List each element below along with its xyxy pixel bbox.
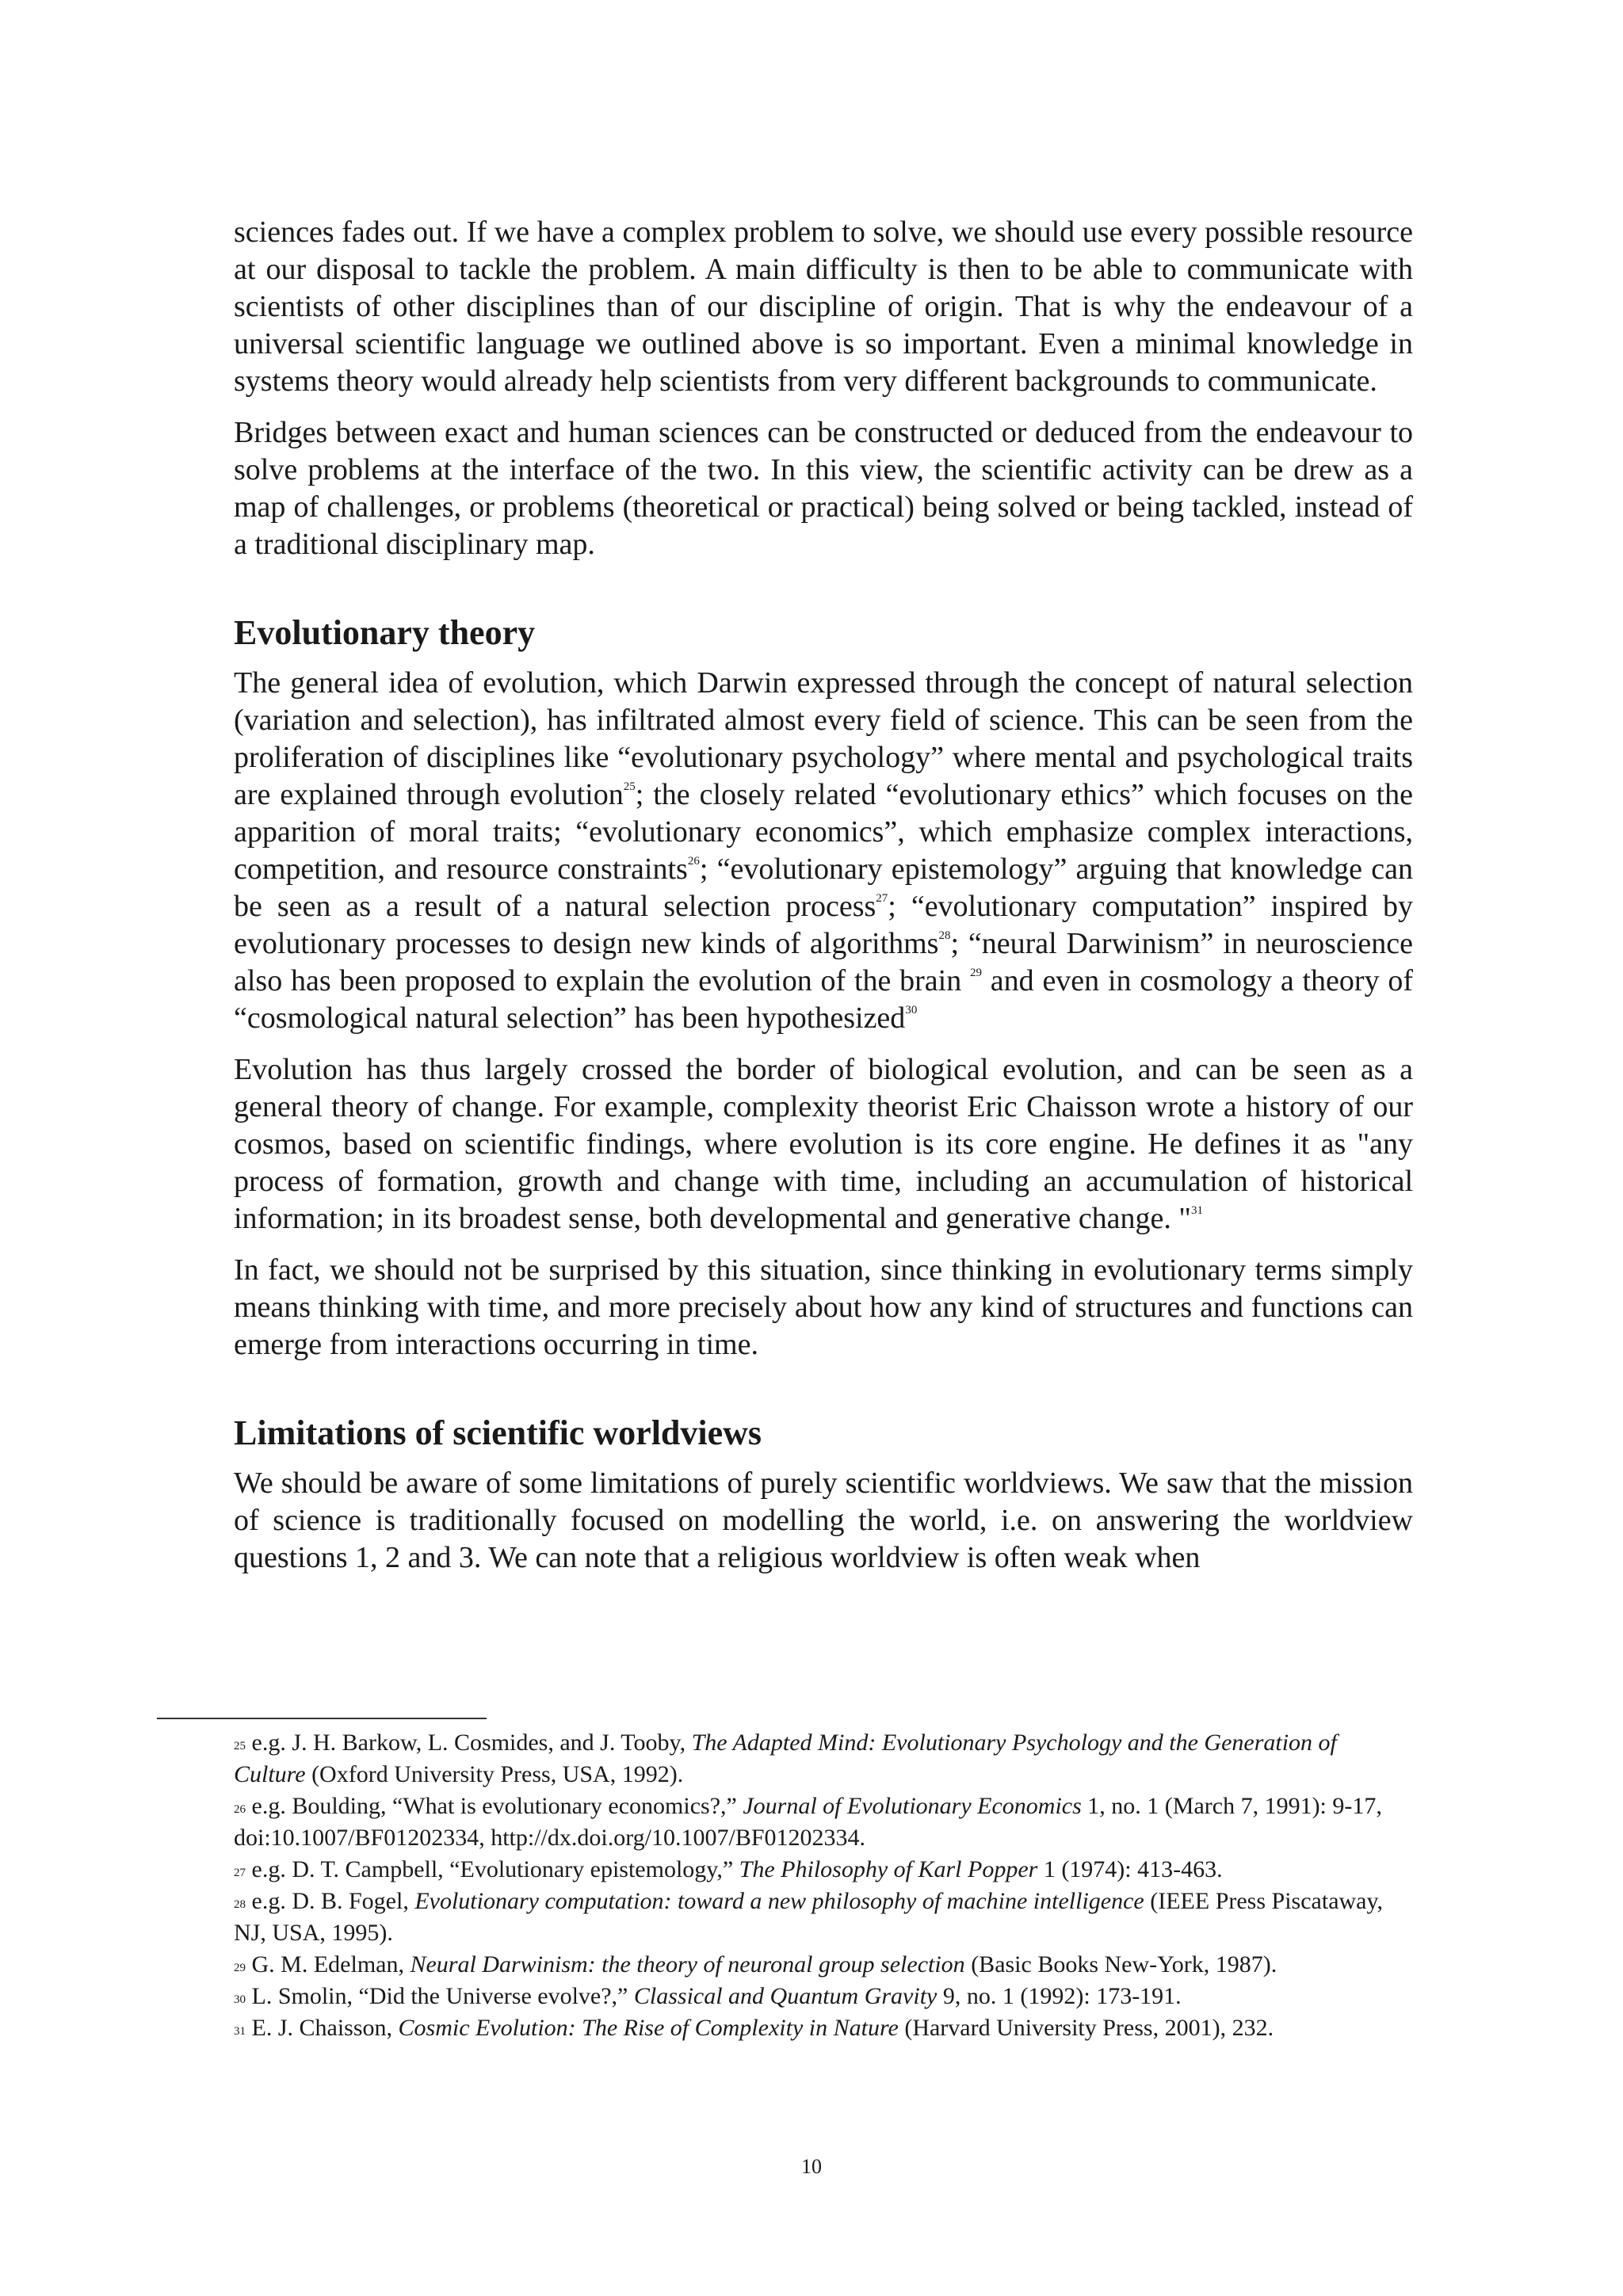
footnote-text: (IEEE Press Piscataway, NJ, USA, 1995).	[234, 1888, 1384, 1946]
page-body	[234, 214, 1413, 1591]
footnote-ref-26[interactable]: 26	[687, 855, 700, 868]
footnote-29	[234, 1949, 1413, 1981]
footnote-title: The Philosophy of Karl Popper	[739, 1856, 1038, 1882]
footnote-26	[234, 1791, 1413, 1854]
footnote-title: Journal of Evolutionary Economics	[743, 1793, 1082, 1819]
footnote-number: 30	[234, 1993, 246, 2006]
footnote-title: Cosmic Evolution: The Rise of Complexity in Nature	[398, 2015, 899, 2041]
text-segment: Evolution has thus largely crossed the border of biological evolution, and can be seen as a general theory of change. For example, complexity theorist Eric Chaisson wrote a history of our cosmos, based on scientific findings, where evolution is its core engine. He defines it as "any process of formation, growth and change with time, including an accumulation of historical information; in its broadest sense, both developmental and generative change. "	[234, 1053, 1413, 1235]
footnote-text: (Basic Books New-York, 1987).	[964, 1951, 1277, 1978]
text-segment: and even in cosmology a theory of “cosmological natural selection” has been hypothesized	[234, 964, 1413, 1035]
footnote-text: 1, no. 1 (March 7, 1991): 9-17, doi:10.1007/BF01202334, http://dx.doi.org/10.1007/BF01202334.	[234, 1793, 1382, 1851]
footnote-text: G. M. Edelman,	[246, 1951, 411, 1978]
footnote-text: e.g. D. B. Fogel,	[246, 1888, 415, 1914]
footnote-30	[234, 1981, 1413, 2012]
footnote-text: L. Smolin, “Did the Universe evolve?,”	[246, 1983, 634, 2009]
footnote-ref-25[interactable]: 25	[623, 780, 636, 793]
footnote-31	[234, 2012, 1413, 2044]
footnote-number: 28	[234, 1898, 246, 1911]
footnote-text: e.g. J. H. Barkow, L. Cosmides, and J. Tooby,	[246, 1730, 692, 1756]
heading-limitations: Limitations of scientific worldviews	[234, 1413, 762, 1452]
footnote-number: 26	[234, 1803, 246, 1816]
paragraph-3	[234, 665, 1413, 1037]
footnote-ref-31[interactable]: 31	[1190, 1204, 1203, 1217]
footnote-number: 27	[234, 1867, 246, 1879]
footnote-text: (Oxford University Press, USA, 1992).	[305, 1761, 684, 1787]
text-segment: The general idea of evolution, which Darwin expressed through the concept of natural selection (variation and selection), has infiltrated almost every field of science. This can be seen from the proliferation of disciplines like “evolutionary psychology” where mental and psychological traits are explained through evolution	[234, 666, 1413, 811]
text-segment: ; “neural Darwinism” in neuroscience also has been proposed to explain the evolution of the brain	[234, 927, 1413, 997]
footnote-ref-29[interactable]: 29	[970, 967, 983, 979]
footnote-ref-27[interactable]: 27	[876, 892, 888, 905]
footnote-ref-30[interactable]: 30	[905, 1004, 918, 1016]
heading-evolutionary-theory: Evolutionary theory	[234, 613, 536, 652]
paragraph-1: sciences fades out. If we have a complex problem to solve, we should use every possible resource at our disposal to tackle the problem. A main difficulty is then to be able to communicate with scientists of other disciplines than of our discipline of origin. That is why the endeavour of a universal scientific language we outlined above is so important. Even a minimal knowledge in systems theory would already help scientists from very different backgrounds to communicate.	[234, 215, 1413, 398]
paragraph-2: Bridges between exact and human sciences can be constructed or deduced from the endeavour to solve problems at the interface of the two. In this view, the scientific activity can be drew as a map of challenges, or problems (theoretical or practical) being solved or being tackled, instead of a traditional disciplinary map.	[234, 416, 1413, 561]
footnote-text: 9, no. 1 (1992): 173-191.	[937, 1983, 1182, 2009]
footnote-separator	[157, 1718, 487, 1719]
footnote-number: 31	[234, 2025, 246, 2038]
footnote-25	[234, 1727, 1413, 1791]
text-segment: ; “evolutionary epistemology” arguing that knowledge can be seen as a result of a natural selection process	[234, 852, 1413, 923]
paragraph-4	[234, 1051, 1413, 1238]
footnote-title: Evolutionary computation: toward a new philosophy of machine intelligence	[414, 1888, 1144, 1914]
footnote-28	[234, 1886, 1413, 1949]
footnote-27	[234, 1854, 1413, 1886]
paragraph-6: We should be aware of some limitations of purely scientific worldviews. We saw that the mission of science is traditionally focused on modelling the world, i.e. on answering the worldview questions 1, 2 and 3. We can note that a religious worldview is often weak when	[234, 1466, 1413, 1574]
footnote-text: e.g. Boulding, “What is evolutionary economics?,”	[246, 1793, 743, 1819]
footnote-ref-28[interactable]: 28	[938, 929, 951, 942]
footnote-title: Classical and Quantum Gravity	[633, 1983, 938, 2009]
paragraph-5: In fact, we should not be surprised by this situation, since thinking in evolutionary terms simply means thinking with time, and more precisely about how any kind of structures and functions can emerge from interactions occurring in time.	[234, 1253, 1413, 1361]
footnote-text: (Harvard University Press, 2001), 232.	[898, 2015, 1274, 2041]
footnote-number: 25	[234, 1740, 246, 1753]
footnote-number: 29	[234, 1962, 246, 1974]
footnotes	[234, 1727, 1413, 2044]
text-segment: ; the closely related “evolutionary ethics” which focuses on the apparition of moral traits; “evolutionary economics”, which emphasize complex interactions, competition, and resource constraints	[234, 778, 1413, 886]
footnote-text: E. J. Chaisson,	[246, 2015, 399, 2041]
footnote-title: The Adapted Mind: Evolutionary Psychology and the Generation of Culture	[234, 1730, 1337, 1787]
footnote-text: e.g. D. T. Campbell, “Evolutionary epistemology,”	[246, 1856, 739, 1882]
footnote-title: Neural Darwinism: the theory of neuronal group selection	[410, 1951, 965, 1978]
footnote-text: 1 (1974): 413-463.	[1037, 1856, 1223, 1882]
page-number: 10	[801, 2155, 822, 2178]
text-segment: ; “evolutionary computation” inspired by evolutionary processes to design new kinds of algorithms	[234, 890, 1413, 960]
